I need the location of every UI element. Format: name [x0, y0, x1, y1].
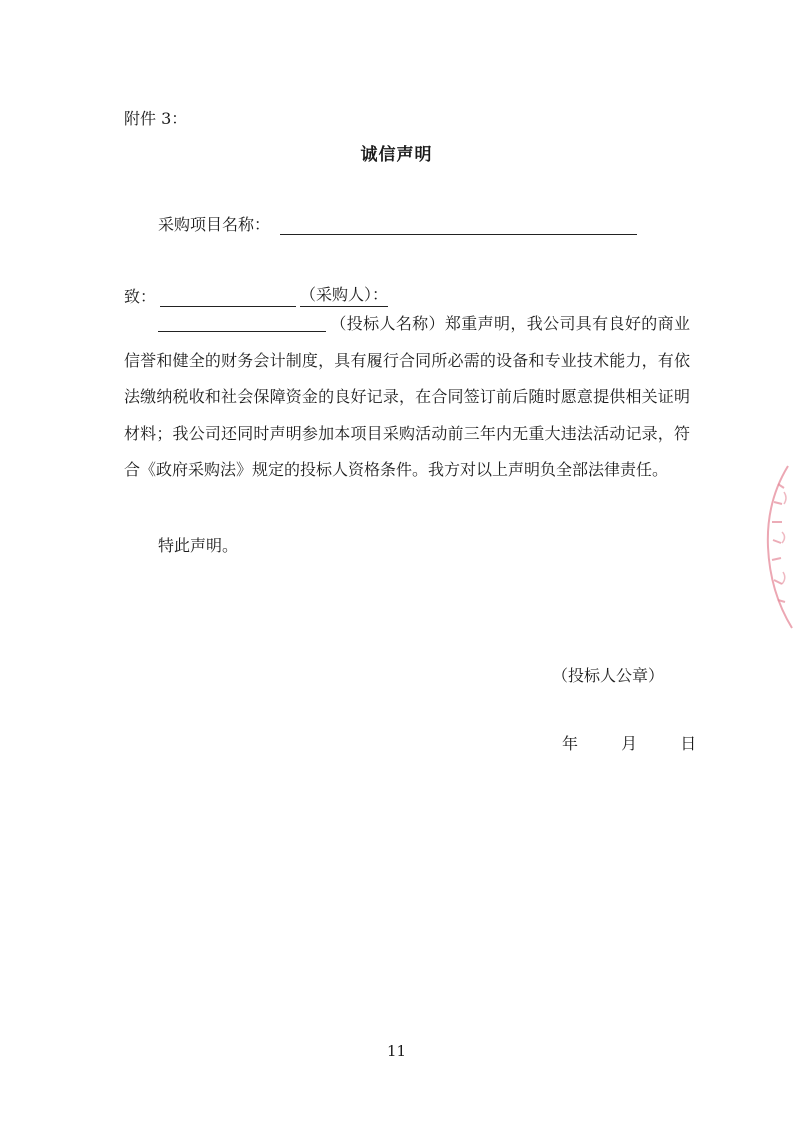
date-month: 月: [621, 734, 638, 753]
seal-label: （投标人公章）: [552, 666, 665, 685]
addressee-suffix: （采购人）：: [300, 282, 388, 307]
page-number: 11: [386, 1042, 407, 1060]
closing-statement: 特此声明。: [158, 536, 239, 555]
project-name-label: 采购项目名称：: [158, 215, 271, 234]
addressee-label: 致：: [124, 287, 157, 306]
date-year: 年: [562, 734, 579, 753]
page-title: 诚信声明: [360, 145, 433, 165]
addressee-row: [124, 282, 388, 307]
declaration-text: （投标人名称）郑重声明，我公司具有良好的商业信誉和健全的财务会计制度，具有履行合同所必需的设备和专业技术能力，有依法缴纳税收和社会保障资金的良好记录，在合同签订前后随时愿意提供相关证明材料；我公司还同时声明参加本项目采购活动前三年内无重大违法活动记录，符合《政府采购法》规定的投标人资格条件。我方对以上声明负全部法律责任。: [124, 314, 690, 479]
attachment-label: 附件 3：: [124, 109, 188, 128]
bidder-name-blank: [158, 313, 326, 332]
addressee-blank: [160, 290, 296, 307]
date-day: 日: [680, 734, 697, 753]
date-row: [562, 731, 696, 754]
declaration-paragraph: [124, 306, 690, 489]
project-name-blank: [280, 218, 637, 235]
project-name-row: [158, 212, 637, 235]
partial-seal-stamp-icon: [748, 462, 793, 632]
